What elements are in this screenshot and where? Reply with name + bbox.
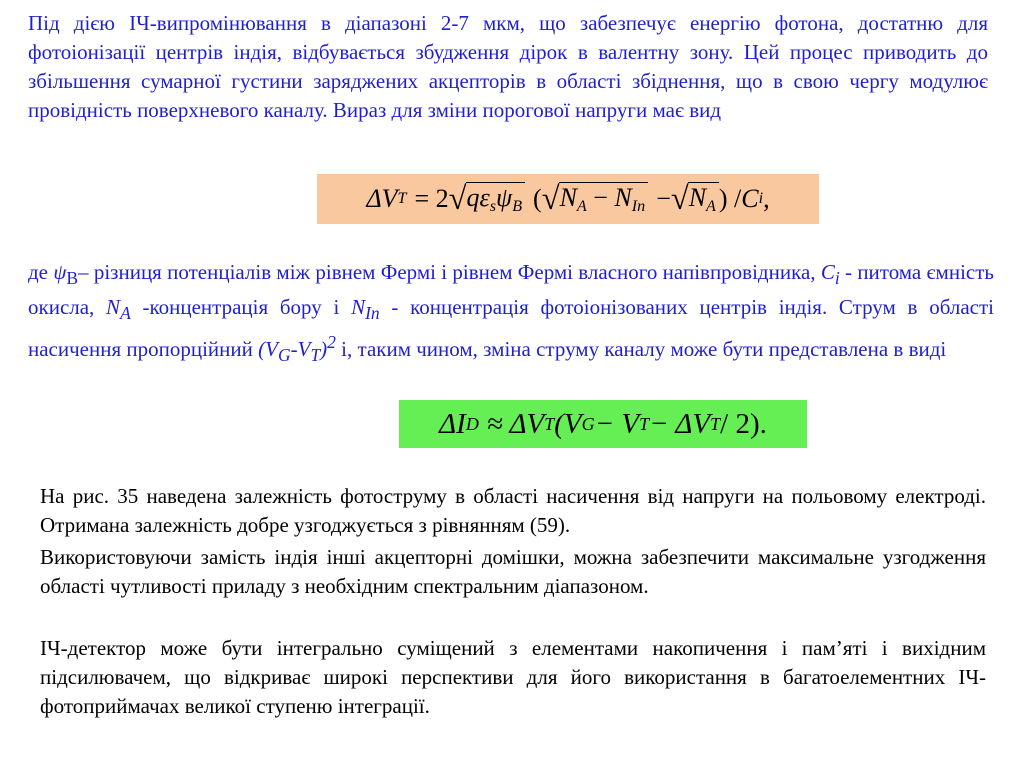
p2-text-2: – різниця потенціалів між рівнем Фермі і рівнем Фермі власного напівпровідника, <box>78 260 821 284</box>
eq1-equals: = 2 <box>414 184 449 213</box>
eq1-na-sub: A <box>576 197 587 215</box>
p2-text-1: де <box>28 260 54 284</box>
eq1-close: ) / <box>718 184 742 213</box>
eq1-radical-2 <box>559 182 649 216</box>
eq1-c: C <box>741 184 759 213</box>
eq2-minus-v: − V <box>594 407 640 440</box>
definitions-paragraph <box>28 258 994 371</box>
eq2-vg-sub: G <box>581 413 595 434</box>
eq1-eps-sub: s <box>489 197 497 215</box>
sqrt-sign-icon: √ <box>670 180 689 217</box>
eq1-eps: ε <box>479 182 490 212</box>
p2-nin: N <box>351 295 366 320</box>
p2-c: C <box>820 260 835 284</box>
p2-vg: (V <box>258 337 278 362</box>
eq2-minus-dv: − ΔV <box>649 407 711 440</box>
eq2-dvt-sub: T <box>710 413 721 434</box>
figure-paragraph: На рис. 35 наведена залежність фотоструму в області насичення від напруги на польовому електроді. Отримана залежність добре узгоджується з рівнянням (59). <box>40 484 986 537</box>
p2-c-sub: i <box>834 268 840 289</box>
eq1-tail: , <box>763 184 770 213</box>
p2-text-5: - концентрація фотоіонізованих центрів індія. Струм в області насичення пропорційний <box>28 295 994 362</box>
eq1-open-paren: ( <box>533 184 542 213</box>
eq1-na2: N <box>688 182 707 212</box>
p2-na-sub: A <box>120 303 131 324</box>
p2-square: 2 <box>327 332 336 353</box>
eq1-psi: ψ <box>496 182 513 212</box>
acceptor-paragraph: Використовуючи замість індія інші акцепторні домішки, можна забезпечити максимальне узгодження області чутливості приладу з необхідним спектральним діапазоном. <box>40 545 986 598</box>
detector-paragraph: ІЧ-детектор може бути інтегрально суміщений з елементами накопичення і пам’яті і вихідним підсилювачем, що відкриває широкі перспективи для його використання в багатоелементних ІЧ-фотоприймачах великої ступеню інтеграції. <box>40 636 986 718</box>
eq2-vt-sub: T <box>639 413 650 434</box>
p2-nin-sub: In <box>365 303 380 324</box>
p2-psi: ψ <box>53 260 67 284</box>
p2-text-3: - питома ємність окисла, <box>28 260 994 320</box>
p2-text-4: -концентрація бору і <box>130 295 352 320</box>
eq1-minus: − <box>656 184 671 213</box>
eq1-nin-sub: In <box>631 197 646 215</box>
eq2-t1-sub: T <box>544 413 555 434</box>
eq1-c-sub: i <box>758 190 764 207</box>
eq2-approx: ≈ ΔV <box>486 407 545 440</box>
intro-paragraph: Під дією ІЧ-випромінювання в діапазоні 2-7 мкм, що забезпечує енергію фотона, достатню для фотоіонізації центрів індія, відбувається збудження дірок в валентну зону. Цей процес приводить до збільшення сумарної густини заряджених акцепторів в області збіднення, що в свою чергу модулює провідність поверхневого каналу. Вираз для зміни порогової напруги має вид <box>28 11 988 122</box>
eq1-radical-1 <box>466 182 526 216</box>
drain-current-equation <box>399 400 807 448</box>
eq1-na2-sub: A <box>706 197 716 215</box>
p2-vt-sub: T <box>310 345 321 366</box>
p2-psi-sub: B <box>66 268 79 289</box>
p2-close-paren: ) <box>320 337 328 362</box>
sqrt-sign-icon: √ <box>448 180 467 217</box>
p2-vt: -V <box>290 337 311 362</box>
eq2-lhs: ΔI <box>439 407 466 440</box>
eq1-lhs-sub: T <box>397 190 407 207</box>
eq2-lhs-sub: D <box>465 413 479 434</box>
eq2-tail: / 2). <box>720 407 767 440</box>
p2-vg-sub: G <box>277 345 291 366</box>
p2-text-6: і, таким чином, зміна струму каналу може бути представлена в виді <box>335 337 947 362</box>
eq2-open: (V <box>554 407 582 440</box>
eq1-inner-minus: − <box>586 182 615 212</box>
sqrt-sign-icon: √ <box>541 180 560 217</box>
threshold-voltage-equation <box>317 174 819 224</box>
eq1-na: N <box>559 182 577 212</box>
eq1-q: q <box>466 182 480 212</box>
p2-na: N <box>106 295 121 320</box>
eq1-radical-3 <box>688 182 719 216</box>
eq1-lhs: ΔV <box>366 184 398 213</box>
eq1-nin: N <box>614 182 632 212</box>
eq1-psi-sub: B <box>512 197 523 215</box>
